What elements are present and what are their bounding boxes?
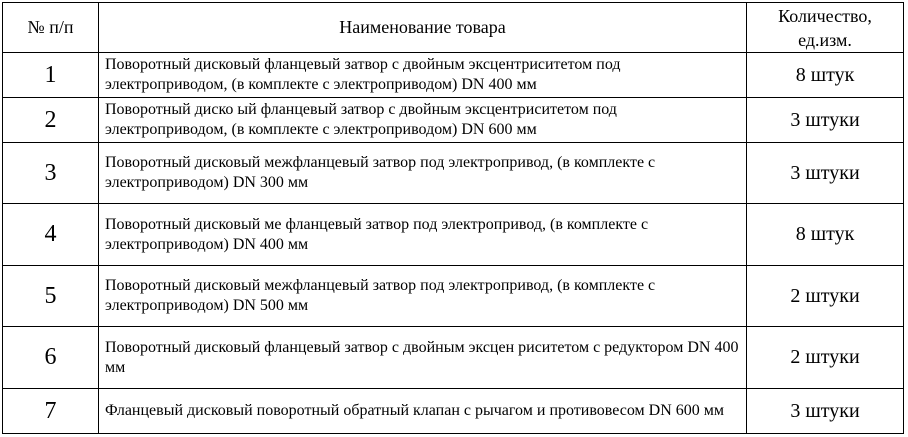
goods-table — [2, 2, 904, 434]
table-row — [3, 143, 904, 204]
table-row — [3, 204, 904, 266]
table-row — [3, 53, 904, 98]
header-name: Наименование товара — [99, 3, 747, 53]
row-name: Поворотный дисковый межфланцевый затвор под электропривод, (в комплекте с электроприводом) DN 500 мм — [99, 266, 747, 327]
row-number: 4 — [3, 204, 99, 266]
header-quantity-line1: Количество, — [778, 5, 872, 26]
row-quantity: 2 штуки — [747, 266, 904, 327]
row-quantity: 2 штуки — [747, 327, 904, 389]
row-name: Поворотный дисковый ме фланцевый затвор под электропривод, (в комплекте с электроприводом) DN 400 мм — [99, 204, 747, 266]
row-name: Поворотный дисковый межфланцевый затвор под электропривод, (в комплекте с электроприводом) DN 300 мм — [99, 143, 747, 204]
row-number: 2 — [3, 98, 99, 143]
table-row — [3, 266, 904, 327]
row-number: 3 — [3, 143, 99, 204]
row-name: Поворотный дисковый фланцевый затвор с двойным эксцентриситетом под электроприводом, (в комплекте с электроприводом) DN 400 мм — [99, 53, 747, 98]
header-quantity — [747, 3, 904, 53]
row-number: 6 — [3, 327, 99, 389]
header-quantity-line2: ед.изм. — [798, 29, 852, 50]
row-number: 5 — [3, 266, 99, 327]
row-name: Поворотный дисковый фланцевый затвор с двойным эксцен риситетом с редуктором DN 400 мм — [99, 327, 747, 389]
row-quantity: 3 штуки — [747, 143, 904, 204]
row-name: Фланцевый дисковый поворотный обратный клапан с рычагом и противовесом DN 600 мм — [99, 389, 747, 434]
row-number: 7 — [3, 389, 99, 434]
table-row — [3, 98, 904, 143]
row-quantity: 3 штуки — [747, 389, 904, 434]
row-name: Поворотный диско ый фланцевый затвор с двойным эксцентриситетом под электроприводом, (в комплекте с электроприводом) DN 600 мм — [99, 98, 747, 143]
table-row — [3, 327, 904, 389]
row-quantity: 3 штуки — [747, 98, 904, 143]
row-number: 1 — [3, 53, 99, 98]
row-quantity: 8 штук — [747, 53, 904, 98]
table-header-row — [3, 3, 904, 53]
table-row — [3, 389, 904, 434]
row-quantity: 8 штук — [747, 204, 904, 266]
header-number: № п/п — [3, 3, 99, 53]
